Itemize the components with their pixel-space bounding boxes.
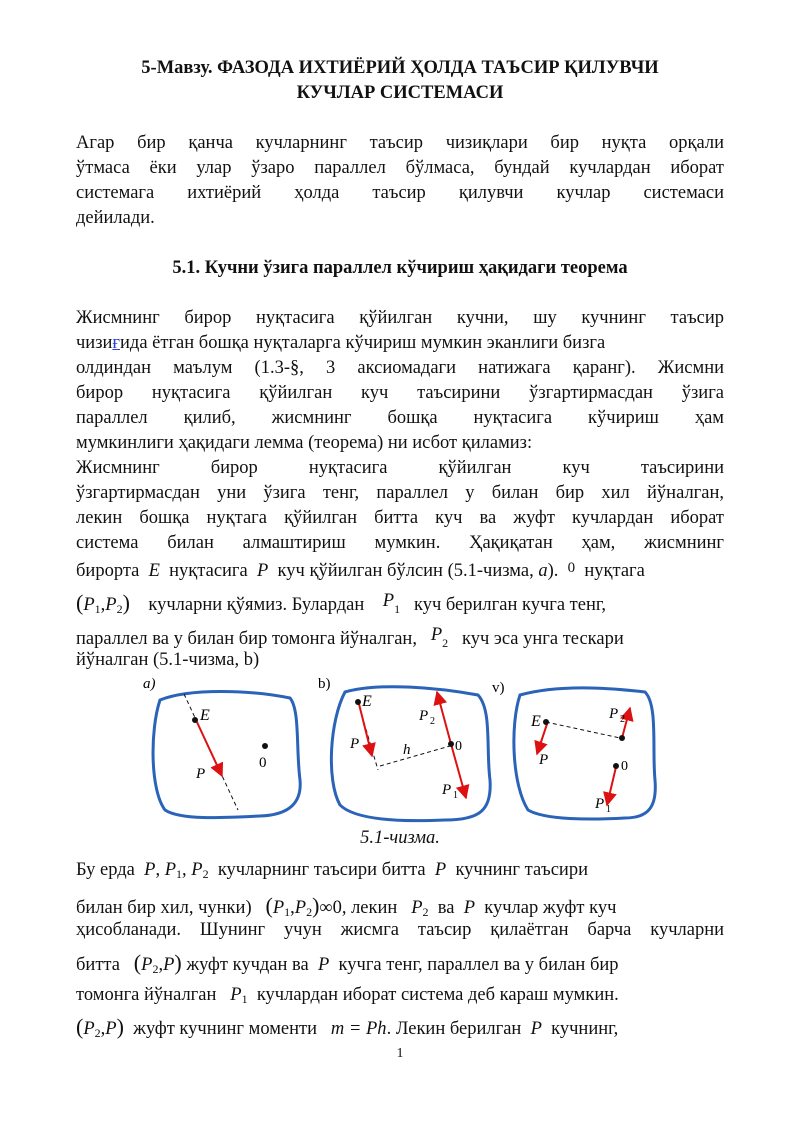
intro-line-1: Агар бир қанча кучларнинг таъсир чизиқлари бир нуқта орқали xyxy=(76,133,724,153)
label-a: a) xyxy=(143,676,156,692)
body-b xyxy=(331,687,490,821)
symbol-E: E xyxy=(148,561,160,581)
svg-text:0: 0 xyxy=(455,739,462,754)
svg-text:E: E xyxy=(531,713,541,730)
p1-line-4: бирор нуқтасига қўйилган куч таъсирини ўзгартирмасдан ўзига xyxy=(76,383,724,403)
label-b: b) xyxy=(318,676,331,692)
p3-line-6: $(P_2,P)$ жуфт кучнинг моменти m = Ph. Лекин берилган P кучнинг, xyxy=(76,1014,619,1040)
p3-line-1: Бу ерда P, $P_1$, $P_2$ кучларнинг таъсири битта P кучнинг таъсири xyxy=(76,860,588,881)
svg-text:1: 1 xyxy=(606,804,611,815)
p1-line-6: мумкинлиги ҳақидаги лемма (теорема) ни исбот қиламиз: xyxy=(76,433,533,453)
svg-text:E: E xyxy=(362,693,372,710)
p2-line-8: йўналган (5.1-чизма, b) xyxy=(76,650,260,670)
svg-text:P: P xyxy=(350,736,360,752)
p2-line-2: ўзгартирмасдан уни ўзига тенг, параллел у билан бир хил йўналган, xyxy=(76,483,724,503)
p2-line-3: лекин бошқа нуқтага қўйилган битта куч ва жуфт кучлардан иборат xyxy=(76,508,724,528)
svg-text:0: 0 xyxy=(259,755,267,771)
p1-line-5: параллел қилиб, жисмнинг бошқа нуқтасига кўчириш ҳам xyxy=(76,408,724,428)
body-a xyxy=(153,692,300,818)
p3-line-3: ҳисобланади. Шунинг учун жисмга таъсир қилаётган барча кучларни xyxy=(76,920,724,940)
p1-line-1: Жисмнинг бирор нуқтасига қўйилган кучни, шу кучнинг таъсир xyxy=(76,308,724,328)
svg-text:P: P xyxy=(442,782,452,798)
symbol-P: P xyxy=(256,561,269,581)
svg-text:2: 2 xyxy=(620,714,625,725)
p3-line-2: билан бир хил, чунки) $(P_1,P_2)\infty 0$, лекин $P_2$ ва P кучлар жуфт куч xyxy=(76,893,617,919)
page-title xyxy=(76,56,724,106)
p2-line-7: параллел ва у билан бир томонга йўналган, $P_2$ куч эса унга тескари xyxy=(76,625,624,650)
p2-line-5: бирорта E нуқтасига P куч қўйилган бўлсин (5.1-чизма, a). $^0$ нуқтага xyxy=(76,560,645,581)
p3-line-4: битта $(P_2,P)$ жуфт кучдан ва P кучга тенг, параллел ва у билан бир xyxy=(76,950,619,976)
intro-line-4: дейилади. xyxy=(76,208,155,228)
p2-line-6: $(P_1,P_2)$ кучларни қўямиз. Булардан $P_1$ куч берилган кучга тенг, xyxy=(76,590,607,616)
svg-text:1: 1 xyxy=(453,790,458,801)
intro-line-2: ўтмаса ёки улар ўзаро параллел бўлмаса, бундай кучлардан иборат xyxy=(76,158,724,178)
force-P1-v xyxy=(607,767,616,805)
svg-text:P: P xyxy=(196,766,206,782)
p1-line-2: чизиғида ётган бошқа нуқталарга кўчириш мумкин эканлиги бизга xyxy=(76,333,606,353)
figure-caption: 5.1-чизма. xyxy=(360,828,440,848)
label-v: v) xyxy=(492,680,505,696)
force-P2-b xyxy=(437,692,451,744)
p2-line-1: Жисмнинг бирор нуқтасига қўйилган куч таъсирини xyxy=(76,458,724,478)
svg-text:P: P xyxy=(609,706,619,722)
intro-line-3: системага ихтиёрий ҳолда таъсир қилувчи кучлар системаси xyxy=(76,183,724,203)
svg-text:h: h xyxy=(403,742,411,758)
svg-text:E: E xyxy=(200,707,210,724)
svg-text:P: P xyxy=(595,796,605,812)
body-v xyxy=(514,688,655,819)
page-number: 1 xyxy=(396,1046,404,1061)
corrected-letter[interactable]: ғ xyxy=(112,333,121,353)
section-title: 5.1. Кучни ўзига параллел кўчириш ҳақидаги теорема xyxy=(172,258,628,278)
p1-line-3: олдиндан маълум (1.3-§, 3 аксиомадаги натижага қаранг). Жисмни xyxy=(76,358,724,378)
svg-text:P: P xyxy=(539,752,549,768)
svg-text:P: P xyxy=(419,708,429,724)
force-P-b xyxy=(359,704,372,756)
svg-text:2: 2 xyxy=(430,716,435,727)
title-line-1: 5-Мавзу. ФАЗОДА ИХТИЁРИЙ ҲОЛДА ТАЪСИР ҚИЛУВЧИ xyxy=(141,58,659,78)
p3-line-5: томонга йўналган $P_1$ кучлардан иборат система деб караш мумкин. xyxy=(76,985,619,1006)
figure-5-1 xyxy=(0,670,800,825)
svg-text:0: 0 xyxy=(621,759,628,774)
title-line-2: КУЧЛАР СИСТЕМАСИ xyxy=(296,83,504,103)
p2-line-4: система билан алмаштириш мумкин. Ҳақиқатан ҳам, жисмнинг xyxy=(76,533,724,553)
